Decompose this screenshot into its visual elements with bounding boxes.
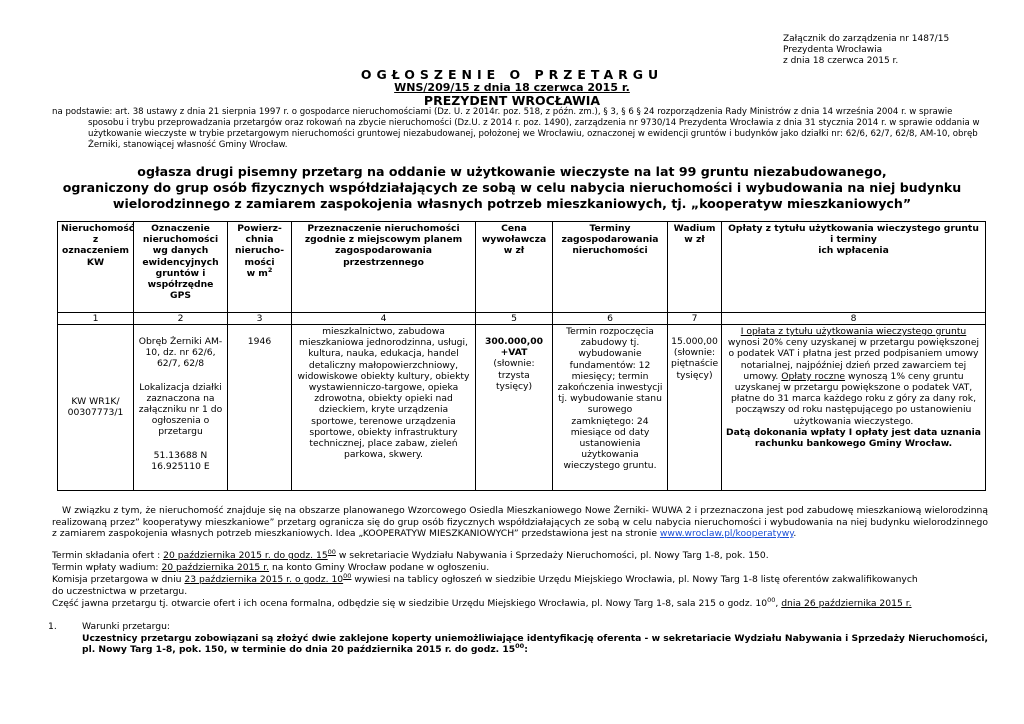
cell-kw: KW WR1K/ 00307773/1	[58, 324, 134, 490]
document-number: WNS/209/15 z dnia 18 czerwca 2015 r.	[394, 81, 630, 94]
annex-line-1: Załącznik do zarządzenia nr 1487/15	[783, 34, 950, 44]
cell-price	[476, 324, 553, 490]
legal-basis-line-4: Żerniki, stanowiącej własność Gminy Wrocław.	[88, 140, 288, 150]
header-identification: Oznaczenie nieruchomości wg danych ewidencyjnych gruntów i współrzędne GPS	[134, 222, 228, 313]
property-table	[57, 221, 986, 491]
commission-rest: wywiesi na tablicy ogłoszeń w siedzibie Urzędu Miejskiego Wrocławia, pl. Nowy Targ 1-8 listę oferentów zakwalifikowanych	[351, 574, 918, 585]
header-area-unit: w m	[246, 267, 268, 279]
offers-rest: w sekretariacie Wydziału Nabywania i Sprzedaży Nieruchomości, pl. Nowy Targ 1-8, pok. 150.	[335, 550, 769, 561]
table-number-row	[58, 312, 986, 324]
cell-terms: Termin rozpoczęcia zabudowy tj. wybudowanie fundamentów: 12 miesięcy; termin zakończenia inwestycji tj. wybudowanie stanu surowego zamkniętego: 24 miesiące od daty ustanowienia użytkowania wieczystego gruntu.	[553, 324, 668, 490]
paragraph-text: W związku z tym, że nieruchomość znajduje się na obszarze planowanego Wzorcowego Osiedla Mieszkaniowego Nowe Żerniki- WUWA 2 i przeznaczona jest pod zabudowę mieszkaniową wielorodzinną realizowaną przez” kooperatywy mieszkaniowe” przetarg ogranicza się do grup osób fizycznych współdziałających ze sobą w celu nabycia nieruchomości i wybudowania na niej budynku wielorodzinnego z zamiarem zaspokojenia własnych potrzeb mieszkaniowych. Idea „KOOPERATYW MIESZKANIOWYCH” przedstawiona jest na stronie	[52, 505, 988, 540]
fee-annual-label: Opłaty roczne	[781, 370, 846, 382]
header-terms: Terminy zagospodarowania nieruchomości	[553, 222, 668, 313]
column-number: 2	[134, 312, 228, 324]
tender-headline	[60, 164, 964, 212]
commission-date: 23 października 2015 r. o godz. 10	[184, 574, 344, 585]
column-number: 6	[553, 312, 668, 324]
identification-text: Obręb Żerniki AM-10, dz. nr 62/6, 62/7, 62/8	[138, 335, 223, 370]
header-area	[228, 222, 292, 313]
deposit-date: 20 października 2015 r.	[161, 562, 270, 573]
deposit-label: Termin wpłaty wadium:	[52, 562, 162, 573]
price-vat: +VAT	[500, 347, 528, 359]
fee-payment-date: Datą dokonania wpłaty I opłaty jest data uznania rachunku bankowego Gminy Wrocław.	[726, 426, 981, 449]
fee-first-label: I opłata z tytułu użytkowania wieczystego gruntu	[740, 325, 967, 337]
header-area-label: Powierz-chnia nierucho-mości	[234, 223, 285, 268]
fee-first-text: wynosi 20% ceny uzyskanej w przetargu powiększonej o podatek VAT i płatna jest przed podpisaniem umowy notarialnej, najpóźniej dzień przed zawarciem tej umowy.	[727, 337, 980, 382]
issuing-authority: PREZYDENT WROCŁAWIA	[423, 93, 601, 108]
public-sep: ,	[775, 598, 782, 609]
annex-note	[783, 34, 949, 67]
column-number: 5	[476, 312, 553, 324]
offers-deadline	[52, 547, 769, 562]
conditions-bold-text	[82, 633, 988, 656]
cell-deposit	[668, 324, 722, 490]
cooperative-paragraph	[52, 505, 988, 540]
price-value: 300.000,00	[484, 335, 544, 347]
tender-conditions	[48, 621, 988, 656]
public-date: dnia 26 października 2015 r.	[781, 598, 912, 609]
offers-label: Termin składania ofert :	[52, 550, 164, 561]
cooperatives-link[interactable]: www.wroclaw.pl/kooperatywy	[659, 528, 794, 540]
legal-basis-line-1: na podstawie: art. 38 ustawy z dnia 21 sierpnia 1997 r. o gospodarce nieruchomościami (Dz. U. z 2014r. poz. 518, z późn. zm.), § 3, § 6 § 24 rozporządzenia Rady Ministrów z dnia 14 września 2004 r. w sprawie	[52, 107, 953, 117]
header-deposit: Wadium w zł	[668, 222, 722, 313]
header-price: Cena wywoławcza w zł	[476, 222, 553, 313]
header-area-sup: 2	[267, 265, 273, 274]
location-note: Lokalizacja działki zaznaczona na załączniku nr 1 do ogłoszenia o przetargu	[138, 381, 223, 438]
commission-notice-line-2: do uczestnictwa w przetargu.	[52, 586, 188, 597]
legal-basis	[52, 107, 982, 151]
cell-area	[228, 324, 292, 490]
public-session	[52, 595, 912, 610]
annex-line-2: Prezydenta Wrocławia	[783, 45, 883, 55]
header-fees	[722, 222, 986, 313]
conditions-number: 1.	[48, 621, 57, 632]
gps-latitude: 51.13688 N	[153, 449, 208, 461]
area-value: 1946	[247, 335, 272, 347]
header-purpose: Przeznaczenie nieruchomości zgodnie z miejscowym planem zagospodarowania przestrzennego	[292, 222, 476, 313]
header-kw: Nieruchomość z oznaczeniem KW	[58, 222, 134, 313]
fee-annual-text: wynoszą 1% ceny gruntu uzyskanej w przetargu powiększone o podatek VAT, płatne do 31 marca każdego roku z góry za dany rok, począwszy od roku następującego po ustanowieniu użytkowania wieczystego.	[730, 370, 977, 427]
column-number: 1	[58, 312, 134, 324]
conditions-title: Warunki przetargu:	[82, 621, 171, 632]
cell-identification	[134, 324, 228, 490]
legal-basis-line-3: użytkowanie wieczyste w trybie przetargowym nieruchomości gruntowej niezabudowanej, położonej we Wrocławiu, oznaczonej w ewidencji gruntów i budynków jako działki nr: 62/6, 62/7, 62/8, AM-10, obręb	[88, 129, 978, 139]
column-number: 8	[722, 312, 986, 324]
commission-sup: 00	[343, 571, 352, 580]
header-fees-line-1: Opłaty z tytułu użytkowania wieczystego gruntu	[728, 223, 979, 234]
header-fees-line-2: i terminy	[830, 234, 877, 246]
gps-longitude: 16.925110 E	[151, 460, 210, 472]
table-row	[58, 324, 986, 490]
header-fees-line-3: ich wpłacenia	[818, 245, 889, 257]
conditions-end: :	[524, 644, 528, 656]
deposit-words: (słownie: piętnaście tysięcy)	[671, 347, 719, 381]
commission-label: Komisja przetargowa w dniu	[52, 574, 185, 585]
cell-fees	[722, 324, 986, 490]
commission-notice	[52, 571, 918, 586]
deposit-value: 15.000,00	[671, 335, 718, 347]
headline-line-2: ograniczony do grup osób fizycznych współdziałających ze sobą w celu nabycia nieruchomości i wybudowania na niej budynku	[62, 180, 962, 195]
price-words: (słownie: trzysta tysięcy)	[493, 358, 535, 392]
annex-line-3: z dnia 18 czerwca 2015 r.	[783, 56, 899, 66]
column-number: 7	[668, 312, 722, 324]
deposit-rest: na konto Gminy Wrocław podane w ogłoszeniu.	[269, 562, 490, 573]
conditions-sup: 00	[515, 642, 525, 651]
legal-basis-line-2: sposobu i trybu przeprowadzania przetargów oraz rokowań na zbycie nieruchomości (Dz.U. z 2014 r. poz. 1490), zarządzenia nr 9730/14 Prezydenta Wrocławia z dnia 31 stycznia 2014 r. w sprawie oddania w	[88, 118, 980, 128]
cell-purpose: mieszkalnictwo, zabudowa mieszkaniowa jednorodzinna, usługi, kultura, nauka, edukacja, handel detaliczny małopowierzchniowy, widowiskowe obiekty kultury, obiekty wystawienniczo-targowe, opieka zdrowotna, obiekty opieki nad dzieckiem, kryte urządzenia sportowe, terenowe urządzenia sportowe, obiekty infrastruktury technicznej, place zabaw, zieleń parkowa, skwery.	[292, 324, 476, 490]
offers-sup: 00	[327, 547, 336, 556]
headline-line-1: ogłasza drugi pisemny przetarg na oddanie w użytkowanie wieczyste na lat 99 gruntu niezabudowanego,	[137, 164, 887, 179]
paragraph-end: .	[793, 528, 797, 540]
column-number: 4	[292, 312, 476, 324]
column-number: 3	[228, 312, 292, 324]
offers-date: 20 października 2015 r. do godz. 15	[163, 550, 328, 561]
headline-line-3: wielorodzinnego z zamiarem zaspokojenia własnych potrzeb mieszkaniowych, tj. „kooperatyw mieszkaniowych”	[112, 196, 912, 211]
conditions-text: Uczestnicy przetargu zobowiązani są złożyć dwie zaklejone koperty uniemożliwiające identyfikację oferenta - w sekretariacie Wydziału Nabywania i Sprzedaży Nieruchomości, pl. Nowy Targ 1-8, pok. 150, w terminie do dnia 20 października 2015 r. do godz. 15	[82, 632, 988, 656]
document-title: OGŁOSZENIE O PRZETARGU	[360, 67, 664, 82]
table-header-row	[58, 222, 986, 313]
public-label: Część jawna przetargu tj. otwarcie ofert i ich ocena formalna, odbędzie się w siedzibie Urzędu Miejskiego Wrocławia, pl. Nowy Targ 1-8, sala 215 o godz. 10	[52, 598, 768, 609]
deposit-deadline	[52, 562, 489, 574]
public-sup: 00	[767, 595, 776, 604]
